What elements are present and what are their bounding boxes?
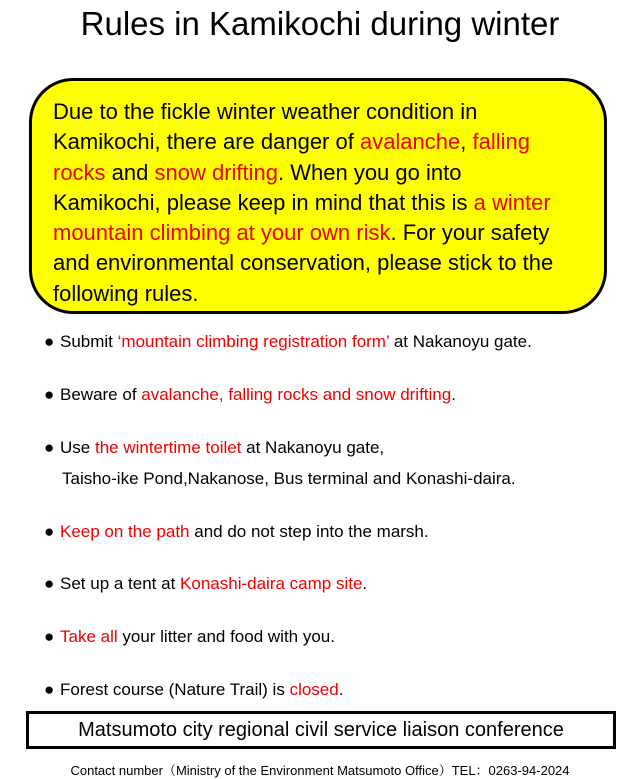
text-run: . When you go into (278, 159, 462, 185)
bullet-icon: ● (44, 438, 55, 457)
text-run: , (460, 129, 473, 155)
rule-item-continuation: Taisho-ike Pond,Nakanose, Bus terminal and Konashi-daira. (62, 469, 516, 488)
contact-info: Contact number（Ministry of the Environment Matsumoto Office）TEL：0263-94-2024 (70, 763, 570, 778)
organization-box (26, 711, 616, 749)
text-run: Submit (60, 332, 118, 351)
rule-item (44, 385, 456, 405)
notice-line (53, 158, 604, 188)
highlighted-text: Take all (60, 627, 118, 646)
text-run: Kamikochi, please keep in mind that this is (53, 189, 474, 215)
rule-item (44, 680, 343, 700)
text-run: Set up a tent at (60, 574, 181, 593)
highlighted-text: Keep on the path (60, 522, 190, 541)
highlighted-text: ‘mountain climbing registration form’ (117, 332, 390, 351)
highlighted-text: rocks (53, 159, 106, 185)
bullet-icon: ● (44, 574, 55, 593)
page-title: Rules in Kamikochi during winter (80, 5, 560, 42)
text-run: . (362, 574, 368, 593)
highlighted-text: a winter (473, 189, 551, 215)
text-run: . (451, 385, 456, 404)
text-run: Use (60, 438, 95, 457)
highlighted-text: avalanche, falling rocks and snow drifting (141, 385, 452, 404)
rule-item (44, 522, 429, 542)
text-run: at Nakanoyu gate, (241, 438, 385, 457)
notice-line (53, 248, 604, 278)
notice-line (53, 188, 604, 218)
highlighted-text: snow drifting (154, 159, 279, 185)
text-run: . For your safety (390, 220, 550, 246)
text-run: and do not step into the marsh. (189, 522, 429, 541)
highlighted-text: mountain climbing at your own risk (53, 220, 391, 246)
text-run: following rules. (53, 280, 199, 306)
text-run: and (105, 159, 155, 185)
text-run: . (338, 680, 344, 699)
rule-item (44, 574, 367, 594)
notice-line (53, 127, 604, 157)
notice-line (53, 97, 604, 127)
highlighted-text: falling (472, 129, 530, 155)
rule-item (44, 438, 384, 458)
text-run: Beware of (60, 385, 142, 404)
rule-item (44, 627, 335, 647)
text-run: your litter and food with you. (117, 627, 335, 646)
highlighted-text: the wintertime toilet (94, 438, 242, 457)
bullet-icon: ● (44, 385, 55, 404)
text-run: at Nakanoyu gate. (389, 332, 532, 351)
highlighted-text: avalanche (359, 129, 461, 155)
bullet-icon: ● (44, 332, 55, 351)
text-run: Forest course (Nature Trail) is (60, 680, 290, 699)
text-run: Due to the fickle winter weather condition in (53, 99, 478, 124)
text-run: and environmental conservation, please stick to the (53, 250, 554, 276)
highlighted-text: Konashi-daira camp site (180, 574, 363, 593)
bullet-icon: ● (44, 627, 55, 646)
text-run: Kamikochi, there are danger of (53, 129, 360, 155)
rule-item (44, 332, 532, 352)
bullet-icon: ● (44, 680, 55, 699)
bullet-icon: ● (44, 522, 55, 541)
organization-name: Matsumoto city regional civil service liaison conference (78, 719, 564, 741)
notice-line (53, 279, 604, 309)
warning-notice-box (29, 78, 607, 314)
warning-notice-text (53, 97, 604, 309)
notice-line (53, 218, 604, 248)
highlighted-text: closed (289, 680, 339, 699)
